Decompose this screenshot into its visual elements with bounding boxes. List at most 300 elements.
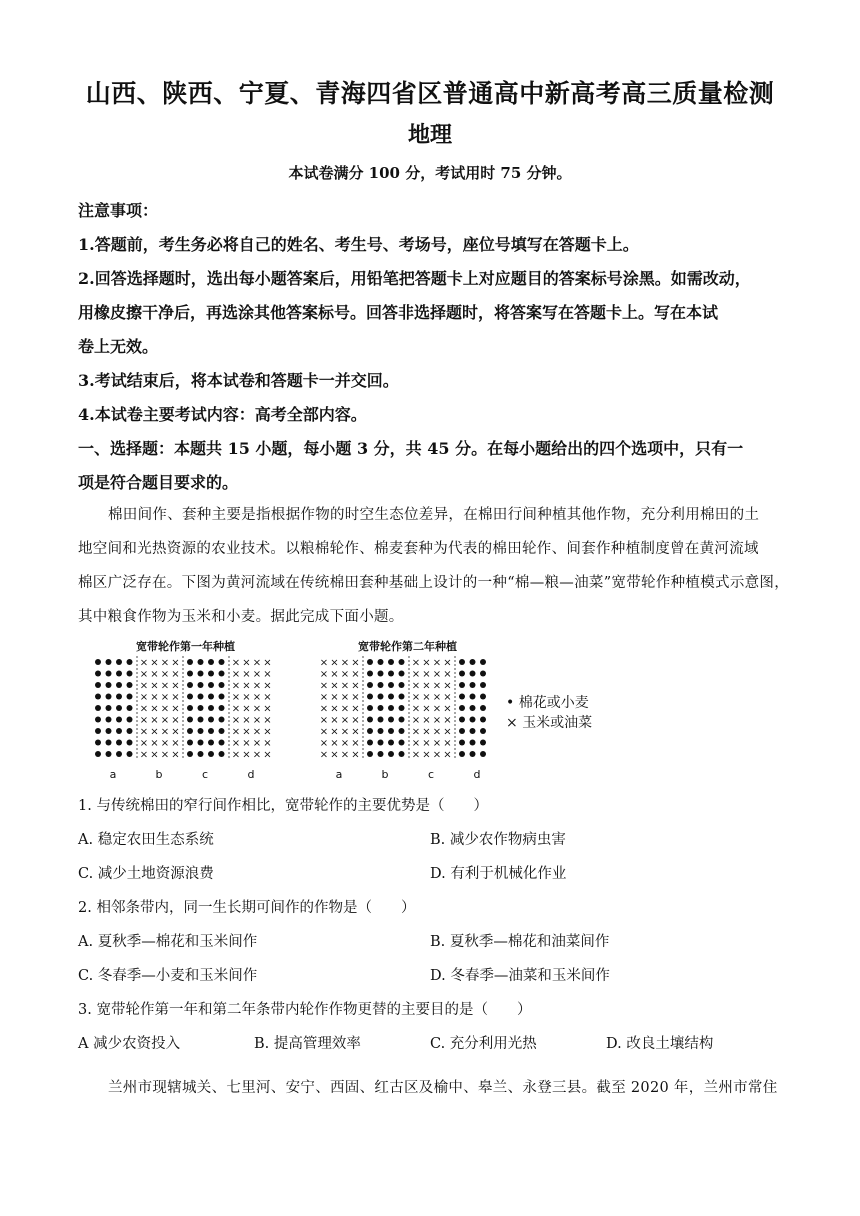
- cotton-wheat-dot: [116, 682, 122, 688]
- corn-rape-cross: ×: [351, 692, 360, 703]
- corn-rape-cross: ×: [319, 669, 329, 680]
- corn-rape-cross: ×: [150, 703, 159, 715]
- corn-rape-cross: ×: [340, 680, 350, 692]
- cotton-wheat-dot: [198, 682, 204, 688]
- corn-rape-cross: ×: [330, 703, 339, 715]
- cotton-wheat-dot: [187, 751, 193, 757]
- corn-rape-cross: ×: [319, 726, 329, 738]
- notice-item: 用橡皮擦干净后，再选涂其他答案标号。回答非选择题时，将答案写在答题卡上。写在本试: [78, 303, 719, 322]
- passage-line: 棉田间作、套种主要是指根据作物的时空生态位差异，在棉田行间种植其他作物，充分利用棉田的土: [108, 507, 760, 523]
- year2-strip-d: [455, 656, 488, 760]
- option: A 减少农资投入: [78, 1036, 181, 1052]
- cotton-wheat-dot: [399, 705, 405, 711]
- cotton-wheat-dot: [388, 705, 394, 711]
- cotton-wheat-dot: [208, 671, 214, 677]
- cotton-wheat-dot: [208, 659, 214, 665]
- corn-rape-cross: ×: [160, 715, 170, 726]
- cotton-wheat-dot: [106, 671, 112, 677]
- cotton-wheat-dot: [388, 671, 394, 677]
- cotton-wheat-dot: [187, 705, 193, 711]
- cotton-wheat-dot: [95, 751, 101, 757]
- cotton-wheat-dot: [208, 682, 214, 688]
- cotton-wheat-dot: [127, 705, 133, 711]
- corn-rape-cross: ×: [340, 749, 350, 761]
- legend-item-dot: [506, 692, 589, 712]
- corn-rape-cross: ×: [160, 680, 170, 692]
- cotton-wheat-dot: [480, 751, 486, 757]
- cotton-wheat-dot: [198, 728, 204, 734]
- corn-rape-cross: ×: [422, 715, 431, 726]
- cotton-wheat-dot: [95, 717, 101, 723]
- cotton-wheat-dot: [378, 717, 384, 723]
- cotton-wheat-dot: [470, 705, 476, 711]
- cotton-wheat-dot: [187, 682, 193, 688]
- cotton-wheat-dot: [219, 728, 225, 734]
- cotton-wheat-dot: [116, 717, 122, 723]
- corn-rape-cross: ×: [340, 738, 350, 749]
- notice-item: 1.答题前，考生务必将自己的姓名、考生号、考场号，座位号填写在答题卡上。: [78, 235, 639, 254]
- cotton-wheat-dot: [399, 694, 405, 700]
- cotton-wheat-dot: [378, 740, 384, 746]
- exam-info: 本试卷满分 100 分，考试用时 75 分钟。: [288, 164, 572, 182]
- cotton-wheat-dot: [459, 728, 465, 734]
- corn-rape-cross: ×: [443, 738, 452, 749]
- cotton-wheat-dot: [95, 671, 101, 677]
- corn-rape-cross: ×: [263, 692, 272, 703]
- cotton-wheat-dot: [388, 682, 394, 688]
- cotton-wheat-dot: [106, 682, 112, 688]
- cotton-wheat-dot: [208, 717, 214, 723]
- cotton-wheat-dot: [480, 740, 486, 746]
- cotton-wheat-dot: [116, 694, 122, 700]
- cotton-wheat-dot: [198, 751, 204, 757]
- cotton-wheat-dot: [399, 751, 405, 757]
- year2-strip-c: [409, 656, 452, 761]
- cotton-wheat-dot: [470, 740, 476, 746]
- notice-item: 4.本试卷主要考试内容：高考全部内容。: [78, 405, 367, 424]
- cotton-wheat-dot: [95, 659, 101, 665]
- cotton-wheat-dot: [106, 659, 112, 665]
- strip-label: a: [335, 768, 343, 781]
- cotton-wheat-dot: [219, 705, 225, 711]
- cotton-wheat-dot: [470, 694, 476, 700]
- corn-rape-cross: ×: [150, 749, 159, 761]
- corn-rape-cross: ×: [231, 657, 241, 669]
- cotton-wheat-dot: [378, 705, 384, 711]
- corn-rape-cross: ×: [411, 680, 421, 692]
- cotton-wheat-dot: [480, 717, 486, 723]
- corn-rape-cross: ×: [432, 726, 442, 738]
- cotton-wheat-dot: [106, 717, 112, 723]
- cotton-wheat-dot: [470, 728, 476, 734]
- cotton-wheat-dot: [106, 694, 112, 700]
- corn-rape-cross: ×: [252, 715, 262, 726]
- corn-rape-cross: ×: [231, 715, 241, 726]
- corn-rape-cross: ×: [139, 669, 149, 680]
- cotton-wheat-dot: [378, 671, 384, 677]
- strip-label: b: [155, 768, 163, 781]
- corn-rape-cross: ×: [139, 738, 149, 749]
- exam-title: 山西、陕西、宁夏、青海四省区普通高中新高考高三质量检测: [85, 79, 775, 108]
- corn-rape-cross: ×: [231, 726, 241, 738]
- corn-rape-cross: ×: [411, 726, 421, 738]
- corn-rape-cross: ×: [139, 715, 149, 726]
- corn-rape-cross: ×: [443, 703, 452, 715]
- corn-rape-cross: ×: [150, 726, 159, 738]
- cotton-wheat-dot: [127, 659, 133, 665]
- cotton-wheat-dot: [198, 740, 204, 746]
- corn-rape-cross: ×: [231, 692, 241, 703]
- cotton-wheat-dot: [219, 659, 225, 665]
- cotton-wheat-dot: [187, 694, 193, 700]
- corn-rape-cross: ×: [432, 738, 442, 749]
- cotton-wheat-dot: [367, 740, 373, 746]
- cotton-wheat-dot: [399, 671, 405, 677]
- corn-rape-cross: ×: [150, 669, 159, 680]
- option: B. 夏秋季—棉花和油菜间作: [430, 934, 610, 950]
- year1-strip-c: [183, 656, 225, 760]
- cotton-wheat-dot: [116, 659, 122, 665]
- cotton-wheat-dot: [388, 728, 394, 734]
- corn-rape-cross: ×: [242, 680, 251, 692]
- corn-rape-cross: ×: [263, 738, 272, 749]
- cotton-wheat-dot: [208, 728, 214, 734]
- corn-rape-cross: ×: [139, 749, 149, 761]
- corn-rape-cross: ×: [340, 703, 350, 715]
- cotton-wheat-dot: [219, 717, 225, 723]
- corn-rape-cross: ×: [411, 692, 421, 703]
- cotton-wheat-dot: [95, 705, 101, 711]
- corn-rape-cross: ×: [432, 715, 442, 726]
- corn-rape-cross: ×: [263, 669, 272, 680]
- cotton-wheat-dot: [367, 751, 373, 757]
- corn-rape-cross: ×: [319, 657, 329, 669]
- cotton-wheat-dot: [198, 659, 204, 665]
- corn-rape-cross: ×: [319, 715, 329, 726]
- cotton-wheat-dot: [459, 671, 465, 677]
- cotton-wheat-dot: [480, 694, 486, 700]
- corn-rape-cross: ×: [351, 680, 360, 692]
- cotton-wheat-dot: [208, 751, 214, 757]
- cotton-wheat-dot: [399, 659, 405, 665]
- corn-rape-cross: ×: [443, 715, 452, 726]
- year2-caption: 宽带轮作第二年种植: [358, 640, 457, 653]
- corn-rape-cross: ×: [160, 738, 170, 749]
- corn-rape-cross: ×: [171, 669, 180, 680]
- cotton-wheat-dot: [388, 740, 394, 746]
- corn-rape-cross: ×: [139, 703, 149, 715]
- corn-rape-cross: ×: [340, 726, 350, 738]
- cotton-wheat-dot: [480, 659, 486, 665]
- corn-rape-cross: ×: [432, 703, 442, 715]
- corn-rape-cross: ×: [252, 680, 262, 692]
- corn-rape-cross: ×: [252, 703, 262, 715]
- option: D. 冬春季—油菜和玉米间作: [430, 968, 610, 984]
- section-heading-cont: 项是符合题目要求的。: [78, 473, 239, 492]
- year1-strip-d: [229, 656, 272, 761]
- planting-grid: [88, 654, 488, 784]
- dot-icon: •: [506, 695, 515, 711]
- option: A. 稳定农田生态系统: [78, 832, 214, 848]
- passage-line: 兰州市现辖城关、七里河、安宁、西固、红古区及榆中、皋兰、永登三县。截至 2020 年，兰州市常住: [108, 1080, 778, 1096]
- cotton-wheat-dot: [198, 717, 204, 723]
- cotton-wheat-dot: [106, 728, 112, 734]
- corn-rape-cross: ×: [330, 692, 339, 703]
- cotton-wheat-dot: [367, 659, 373, 665]
- corn-rape-cross: ×: [160, 749, 170, 761]
- corn-rape-cross: ×: [319, 738, 329, 749]
- cotton-wheat-dot: [367, 694, 373, 700]
- cotton-wheat-dot: [378, 728, 384, 734]
- corn-rape-cross: ×: [351, 657, 360, 669]
- notice-item: 3.考试结束后，将本试卷和答题卡一并交回。: [78, 371, 399, 390]
- corn-rape-cross: ×: [139, 726, 149, 738]
- corn-rape-cross: ×: [231, 749, 241, 761]
- strip-label: c: [427, 768, 435, 781]
- cotton-wheat-dot: [480, 705, 486, 711]
- cotton-wheat-dot: [127, 694, 133, 700]
- cotton-wheat-dot: [187, 717, 193, 723]
- cotton-wheat-dot: [187, 740, 193, 746]
- corn-rape-cross: ×: [263, 657, 272, 669]
- cotton-wheat-dot: [95, 740, 101, 746]
- corn-rape-cross: ×: [330, 738, 339, 749]
- strip-label: a: [109, 768, 117, 781]
- corn-rape-cross: ×: [171, 657, 180, 669]
- corn-rape-cross: ×: [231, 738, 241, 749]
- passage-line: 棉区广泛存在。下图为黄河流域在传统棉田套种基础上设计的一种“棉—粮—油菜”宽带轮作种植模式示意图，: [78, 575, 790, 591]
- corn-rape-cross: ×: [150, 657, 159, 669]
- strip-label: b: [381, 768, 389, 781]
- legend-label: 玉米或油菜: [522, 715, 593, 731]
- cotton-wheat-dot: [388, 751, 394, 757]
- cross-icon: ×: [506, 715, 518, 731]
- cotton-wheat-dot: [459, 705, 465, 711]
- cotton-wheat-dot: [208, 694, 214, 700]
- corn-rape-cross: ×: [340, 692, 350, 703]
- corn-rape-cross: ×: [242, 703, 251, 715]
- corn-rape-cross: ×: [411, 703, 421, 715]
- cotton-wheat-dot: [459, 717, 465, 723]
- corn-rape-cross: ×: [443, 680, 452, 692]
- corn-rape-cross: ×: [330, 715, 339, 726]
- cotton-wheat-dot: [399, 740, 405, 746]
- corn-rape-cross: ×: [252, 669, 262, 680]
- corn-rape-cross: ×: [252, 692, 262, 703]
- corn-rape-cross: ×: [330, 680, 339, 692]
- corn-rape-cross: ×: [422, 738, 431, 749]
- corn-rape-cross: ×: [263, 715, 272, 726]
- corn-rape-cross: ×: [139, 680, 149, 692]
- corn-rape-cross: ×: [150, 738, 159, 749]
- cotton-wheat-dot: [459, 682, 465, 688]
- corn-rape-cross: ×: [171, 715, 180, 726]
- cotton-wheat-dot: [399, 717, 405, 723]
- corn-rape-cross: ×: [252, 726, 262, 738]
- cotton-wheat-dot: [127, 751, 133, 757]
- corn-rape-cross: ×: [432, 657, 442, 669]
- option: B. 提高管理效率: [254, 1036, 361, 1052]
- corn-rape-cross: ×: [242, 715, 251, 726]
- cotton-wheat-dot: [367, 682, 373, 688]
- corn-rape-cross: ×: [263, 726, 272, 738]
- legend-label: 棉花或小麦: [518, 695, 589, 711]
- cotton-wheat-dot: [459, 740, 465, 746]
- corn-rape-cross: ×: [330, 749, 339, 761]
- cotton-wheat-dot: [187, 728, 193, 734]
- corn-rape-cross: ×: [252, 657, 262, 669]
- cotton-wheat-dot: [95, 694, 101, 700]
- option: C. 充分利用光热: [430, 1036, 537, 1052]
- corn-rape-cross: ×: [263, 680, 272, 692]
- corn-rape-cross: ×: [351, 726, 360, 738]
- cotton-wheat-dot: [378, 682, 384, 688]
- corn-rape-cross: ×: [330, 669, 339, 680]
- cotton-wheat-dot: [367, 671, 373, 677]
- corn-rape-cross: ×: [411, 738, 421, 749]
- corn-rape-cross: ×: [422, 749, 431, 761]
- cotton-wheat-dot: [106, 740, 112, 746]
- corn-rape-cross: ×: [171, 692, 180, 703]
- corn-rape-cross: ×: [319, 680, 329, 692]
- corn-rape-cross: ×: [432, 669, 442, 680]
- cotton-wheat-dot: [459, 659, 465, 665]
- corn-rape-cross: ×: [422, 680, 431, 692]
- cotton-wheat-dot: [198, 705, 204, 711]
- corn-rape-cross: ×: [422, 692, 431, 703]
- cotton-wheat-dot: [219, 671, 225, 677]
- passage-line: 其中粮食作物为玉米和小麦。据此完成下面小题。: [78, 609, 404, 625]
- corn-rape-cross: ×: [422, 669, 431, 680]
- corn-rape-cross: ×: [242, 749, 251, 761]
- corn-rape-cross: ×: [242, 669, 251, 680]
- question-stem: 2. 相邻条带内，同一生长期可间作的作物是（ ）: [78, 900, 416, 916]
- corn-rape-cross: ×: [231, 680, 241, 692]
- corn-rape-cross: ×: [330, 726, 339, 738]
- cotton-wheat-dot: [208, 740, 214, 746]
- corn-rape-cross: ×: [319, 692, 329, 703]
- corn-rape-cross: ×: [340, 715, 350, 726]
- corn-rape-cross: ×: [231, 669, 241, 680]
- corn-rape-cross: ×: [252, 749, 262, 761]
- corn-rape-cross: ×: [242, 738, 251, 749]
- cotton-wheat-dot: [378, 659, 384, 665]
- cotton-wheat-dot: [116, 751, 122, 757]
- corn-rape-cross: ×: [340, 669, 350, 680]
- cotton-wheat-dot: [367, 717, 373, 723]
- corn-rape-cross: ×: [252, 738, 262, 749]
- notice-item: 卷上无效。: [78, 337, 159, 356]
- corn-rape-cross: ×: [139, 657, 149, 669]
- corn-rape-cross: ×: [242, 692, 251, 703]
- corn-rape-cross: ×: [160, 669, 170, 680]
- cotton-wheat-dot: [219, 682, 225, 688]
- cotton-wheat-dot: [127, 671, 133, 677]
- option: B. 减少农作物病虫害: [430, 832, 566, 848]
- crop-rotation-figure: [88, 636, 598, 786]
- corn-rape-cross: ×: [319, 749, 329, 761]
- strip-label: c: [201, 768, 209, 781]
- year1-caption: 宽带轮作第一年种植: [136, 640, 235, 653]
- corn-rape-cross: ×: [411, 749, 421, 761]
- cotton-wheat-dot: [219, 740, 225, 746]
- strip-label: d: [247, 768, 255, 781]
- cotton-wheat-dot: [219, 751, 225, 757]
- cotton-wheat-dot: [470, 659, 476, 665]
- corn-rape-cross: ×: [422, 657, 431, 669]
- corn-rape-cross: ×: [171, 726, 180, 738]
- notice-item: 2.回答选择题时，选出每小题答案后，用铅笔把答题卡上对应题目的答案标号涂黑。如需改动，: [78, 269, 751, 288]
- cotton-wheat-dot: [116, 671, 122, 677]
- cotton-wheat-dot: [95, 728, 101, 734]
- corn-rape-cross: ×: [263, 703, 272, 715]
- cotton-wheat-dot: [116, 740, 122, 746]
- cotton-wheat-dot: [378, 694, 384, 700]
- cotton-wheat-dot: [198, 694, 204, 700]
- corn-rape-cross: ×: [263, 749, 272, 761]
- cotton-wheat-dot: [480, 728, 486, 734]
- corn-rape-cross: ×: [231, 703, 241, 715]
- cotton-wheat-dot: [459, 751, 465, 757]
- corn-rape-cross: ×: [160, 657, 170, 669]
- cotton-wheat-dot: [470, 682, 476, 688]
- corn-rape-cross: ×: [351, 715, 360, 726]
- cotton-wheat-dot: [399, 682, 405, 688]
- legend-item-cross: [506, 712, 592, 732]
- cotton-wheat-dot: [106, 751, 112, 757]
- cotton-wheat-dot: [470, 717, 476, 723]
- year2-strip-a: [320, 658, 360, 761]
- corn-rape-cross: ×: [340, 657, 350, 669]
- cotton-wheat-dot: [187, 671, 193, 677]
- cotton-wheat-dot: [106, 705, 112, 711]
- cotton-wheat-dot: [470, 751, 476, 757]
- question-stem: 3. 宽带轮作第一年和第二年条带内轮作作物更替的主要目的是（ ）: [78, 1002, 532, 1018]
- year1-strip-b: [137, 656, 180, 761]
- corn-rape-cross: ×: [443, 657, 452, 669]
- corn-rape-cross: ×: [443, 692, 452, 703]
- corn-rape-cross: ×: [150, 680, 159, 692]
- cotton-wheat-dot: [399, 728, 405, 734]
- corn-rape-cross: ×: [351, 703, 360, 715]
- corn-rape-cross: ×: [351, 749, 360, 761]
- cotton-wheat-dot: [127, 717, 133, 723]
- question-stem: 1. 与传统棉田的窄行间作相比，宽带轮作的主要优势是（ ）: [78, 798, 488, 814]
- corn-rape-cross: ×: [432, 680, 442, 692]
- corn-rape-cross: ×: [171, 738, 180, 749]
- section-heading: 一、选择题：本题共 15 小题，每小题 3 分，共 45 分。在每小题给出的四个选项中，只有一: [78, 439, 744, 458]
- cotton-wheat-dot: [219, 694, 225, 700]
- corn-rape-cross: ×: [411, 669, 421, 680]
- option: D. 改良土壤结构: [606, 1036, 714, 1052]
- cotton-wheat-dot: [127, 682, 133, 688]
- option: A. 夏秋季—棉花和玉米间作: [78, 934, 258, 950]
- cotton-wheat-dot: [388, 659, 394, 665]
- corn-rape-cross: ×: [150, 692, 159, 703]
- corn-rape-cross: ×: [242, 657, 251, 669]
- corn-rape-cross: ×: [139, 692, 149, 703]
- cotton-wheat-dot: [208, 705, 214, 711]
- cotton-wheat-dot: [187, 659, 193, 665]
- cotton-wheat-dot: [480, 682, 486, 688]
- cotton-wheat-dot: [388, 694, 394, 700]
- cotton-wheat-dot: [367, 728, 373, 734]
- corn-rape-cross: ×: [150, 715, 159, 726]
- year1-strip-a: [95, 659, 133, 757]
- cotton-wheat-dot: [198, 671, 204, 677]
- cotton-wheat-dot: [127, 740, 133, 746]
- cotton-wheat-dot: [459, 694, 465, 700]
